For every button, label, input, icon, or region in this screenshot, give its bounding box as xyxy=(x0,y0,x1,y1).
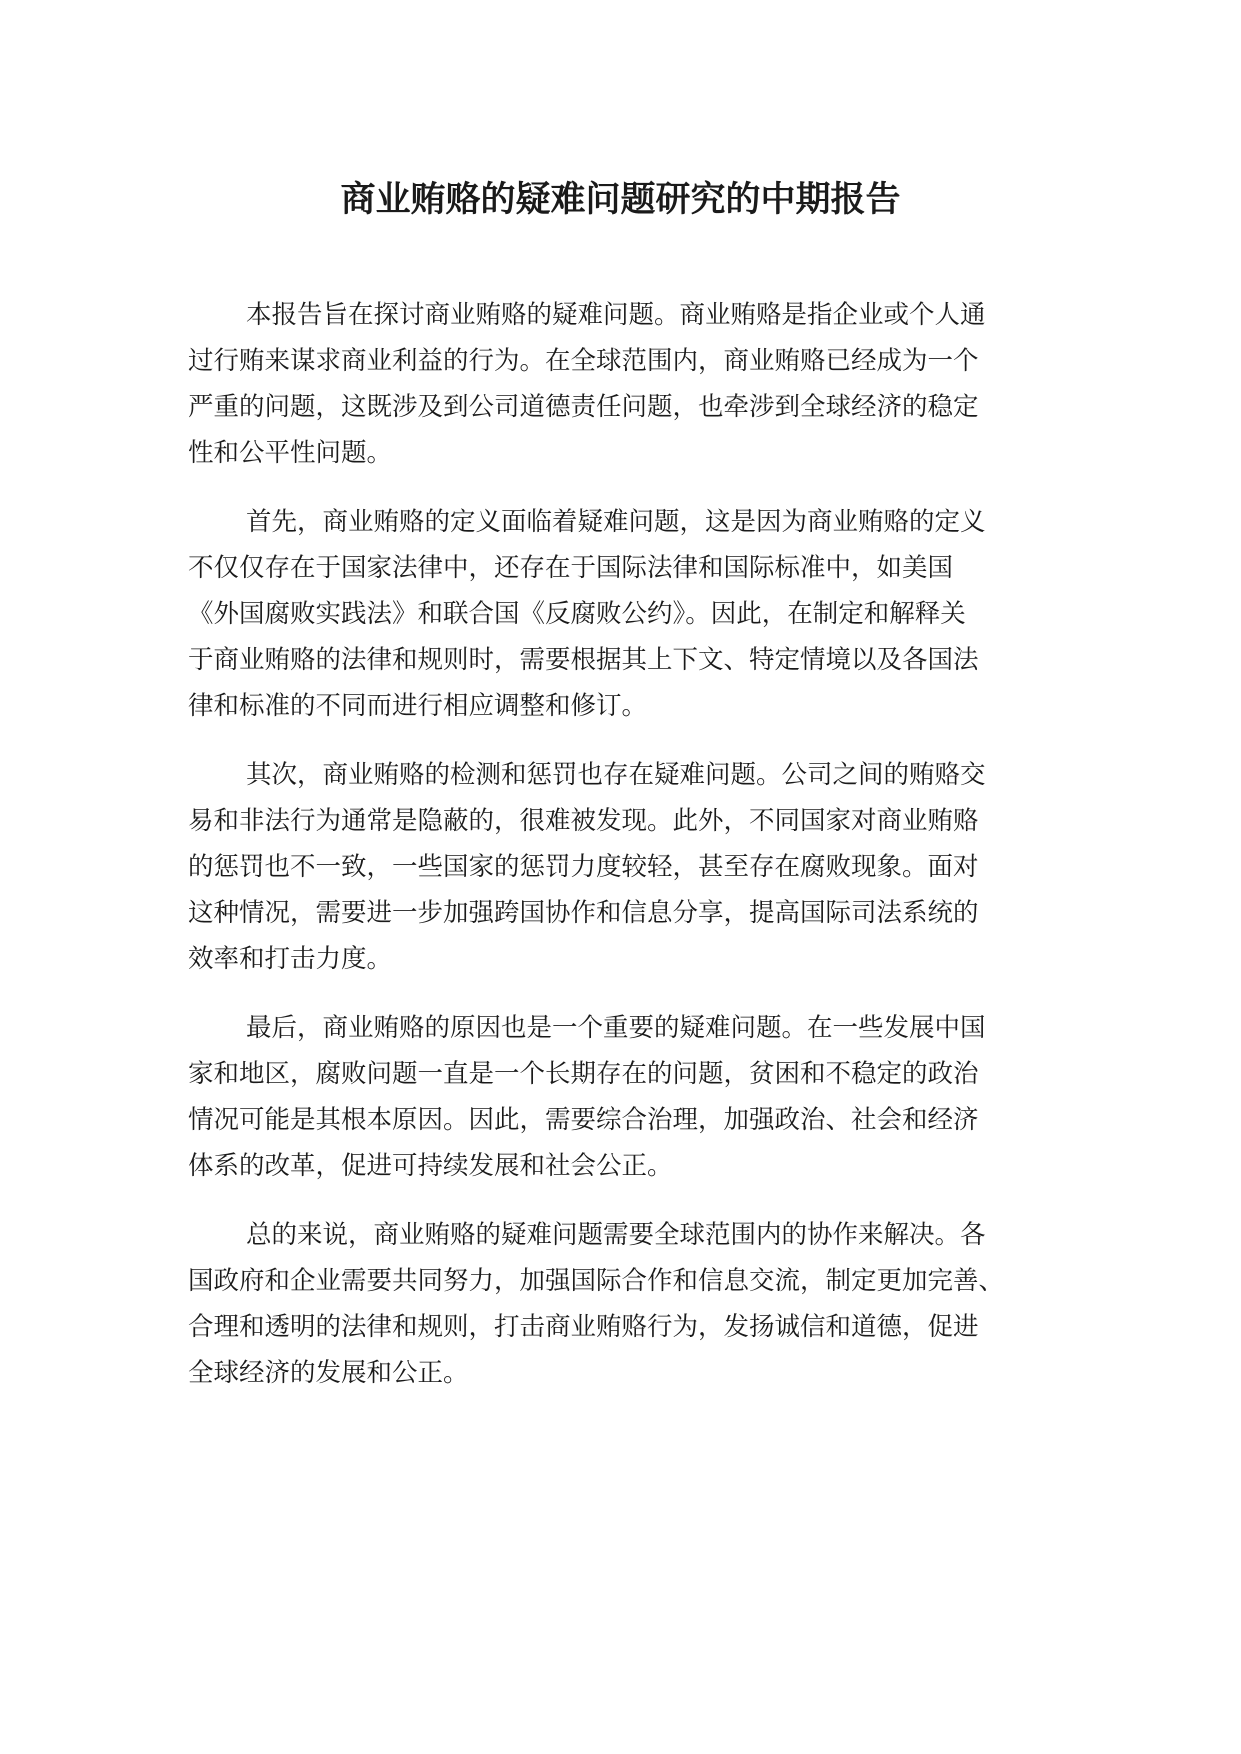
document-title: 商业贿赂的疑难问题研究的中期报告 xyxy=(340,180,901,220)
paragraph-line: 不仅仅存在于国家法律中，还存在于国际法律和国际标准中，如美国 xyxy=(188,553,954,583)
paragraph-line: 合理和透明的法律和规则，打击商业贿赂行为，发扬诚信和道德，促进 xyxy=(188,1312,979,1342)
paragraph-line: 《外国腐败实践法》和联合国《反腐败公约》。因此，在制定和解释关 xyxy=(188,599,966,629)
paragraph-line: 易和非法行为通常是隐蔽的，很难被发现。此外，不同国家对商业贿赂 xyxy=(188,806,979,836)
paragraph-line: 性和公平性问题。 xyxy=(188,438,393,468)
paragraph-line: 的惩罚也不一致，一些国家的惩罚力度较轻，甚至存在腐败现象。面对 xyxy=(188,852,979,882)
paragraph-line: 国政府和企业需要共同努力，加强国际合作和信息交流，制定更加完善、 xyxy=(188,1266,1005,1296)
paragraph-line: 过行贿来谋求商业利益的行为。在全球范围内，商业贿赂已经成为一个 xyxy=(188,346,979,376)
paragraph-line: 体系的改革，促进可持续发展和社会公正。 xyxy=(188,1151,673,1181)
paragraph-4 xyxy=(188,1005,986,1189)
paragraph-2 xyxy=(188,499,986,729)
paragraph-line: 本报告旨在探讨商业贿赂的疑难问题。商业贿赂是指企业或个人通 xyxy=(246,300,986,330)
paragraph-line: 情况可能是其根本原因。因此，需要综合治理，加强政治、社会和经济 xyxy=(188,1105,979,1135)
paragraph-line: 律和标准的不同而进行相应调整和修订。 xyxy=(188,691,648,721)
paragraph-line: 严重的问题，这既涉及到公司道德责任问题，也牵涉到全球经济的稳定 xyxy=(188,392,979,422)
paragraph-line: 最后，商业贿赂的原因也是一个重要的疑难问题。在一些发展中国 xyxy=(246,1013,986,1043)
paragraph-line: 于商业贿赂的法律和规则时，需要根据其上下文、特定情境以及各国法 xyxy=(188,645,979,675)
paragraph-line: 总的来说，商业贿赂的疑难问题需要全球范围内的协作来解决。各 xyxy=(246,1220,986,1250)
paragraph-line: 首先，商业贿赂的定义面临着疑难问题，这是因为商业贿赂的定义 xyxy=(246,507,986,537)
paragraph-line: 效率和打击力度。 xyxy=(188,944,393,974)
paragraph-line: 家和地区，腐败问题一直是一个长期存在的问题，贫困和不稳定的政治 xyxy=(188,1059,979,1089)
paragraph-line: 全球经济的发展和公正。 xyxy=(188,1358,469,1388)
paragraph-line: 其次，商业贿赂的检测和惩罚也存在疑难问题。公司之间的贿赂交 xyxy=(246,760,986,790)
paragraph-line: 这种情况，需要进一步加强跨国协作和信息分享，提高国际司法系统的 xyxy=(188,898,979,928)
paragraph-5 xyxy=(188,1212,1004,1396)
paragraph-1 xyxy=(188,292,986,476)
paragraph-3 xyxy=(188,752,986,982)
